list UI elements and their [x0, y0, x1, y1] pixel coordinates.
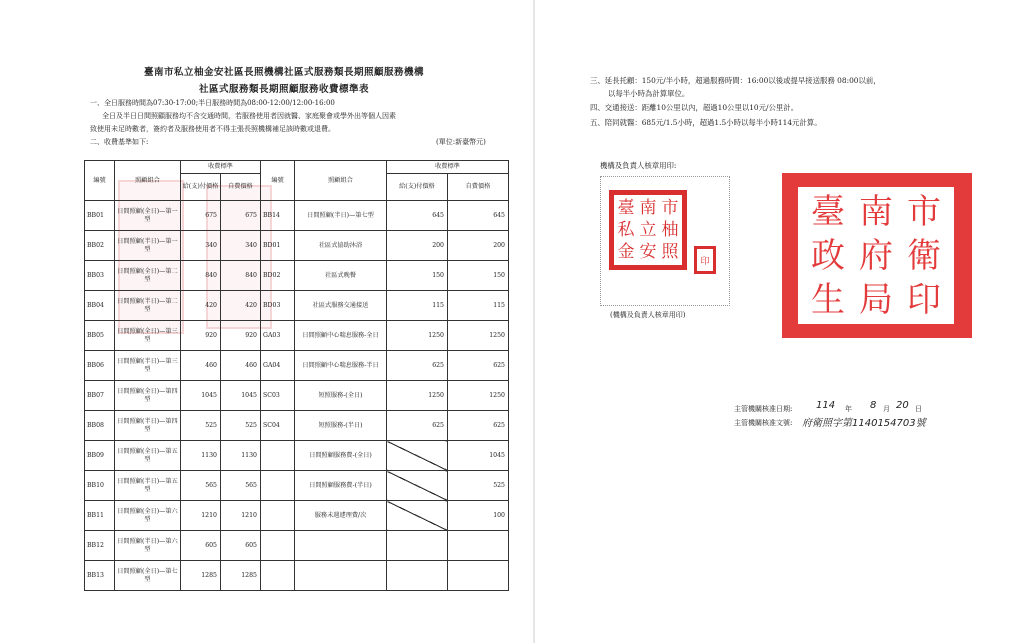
row-self-price: 840 [221, 261, 261, 291]
header-combo-2: 照顧組合 [295, 161, 387, 201]
row-combo-2: 日間照顧(半日)—第七型 [295, 201, 387, 231]
row-self-price: 1045 [221, 381, 261, 411]
seal-char: 局 [859, 279, 893, 320]
row-self-price: 340 [221, 231, 261, 261]
left-page [38, 0, 530, 643]
table-row [85, 531, 509, 561]
row-self-price: 675 [221, 201, 261, 231]
row-code-2: BB14 [261, 201, 295, 231]
row-combo: 日間照顧(半日)—第六型 [115, 531, 181, 561]
row-self-price-2: 525 [448, 471, 509, 501]
row-combo: 日間照顧(半日)—第三型 [115, 351, 181, 381]
row-subsidy-price: 565 [181, 471, 221, 501]
seal-char: 臺 [617, 198, 635, 218]
header-self-pay-2: 自費價格 [448, 174, 509, 201]
row-code-2 [261, 501, 295, 531]
row-combo-2 [295, 561, 387, 591]
row-subsidy-price: 525 [181, 411, 221, 441]
header-subsidy: 給(支)付價格 [181, 174, 221, 201]
fee-table [84, 160, 509, 591]
seal-char: 金 [617, 242, 635, 262]
seal-char: 南 [639, 198, 657, 218]
row-self-price: 605 [221, 531, 261, 561]
row-code: BB02 [85, 231, 115, 261]
row-code: BB08 [85, 411, 115, 441]
row-code: BB05 [85, 321, 115, 351]
row-code: BB04 [85, 291, 115, 321]
row-subsidy-price: 920 [181, 321, 221, 351]
row-subsidy-price-2: 115 [387, 291, 448, 321]
row-self-price-2: 150 [448, 261, 509, 291]
seal-char: 市 [661, 198, 679, 218]
row-subsidy-price-2: 1250 [387, 321, 448, 351]
row-self-price-2: 1250 [448, 321, 509, 351]
row-self-price-2: 625 [448, 411, 509, 441]
row-combo: 日間照顧(半日)—第五型 [115, 471, 181, 501]
row-code: BB12 [85, 531, 115, 561]
seal-char: 衛 [907, 235, 941, 276]
row-combo: 日間照顧(全日)—第六型 [115, 501, 181, 531]
row-subsidy-price-2 [387, 441, 448, 471]
row-code: BB03 [85, 261, 115, 291]
row-code: BB06 [85, 351, 115, 381]
header-code-2: 編號 [261, 161, 295, 201]
row-self-price-2: 1250 [448, 381, 509, 411]
row-self-price: 565 [221, 471, 261, 501]
row-self-price-2: 625 [448, 351, 509, 381]
seal-char: 印 [907, 279, 941, 320]
table-row [85, 471, 509, 501]
row-self-price-2: 645 [448, 201, 509, 231]
row-self-price-2 [448, 561, 509, 591]
doc-title-line2: 社區式服務類長期照顧服務收費標準表 [198, 84, 369, 95]
row-self-price: 920 [221, 321, 261, 351]
government-seal [782, 173, 972, 338]
row-code-2 [261, 561, 295, 591]
item3-line1: 三、延長托顧：150元/半小時，超過服務時間：16:00以後或提早接送服務 08:00以前， [590, 76, 881, 85]
row-self-price-2: 115 [448, 291, 509, 321]
table-row [85, 501, 509, 531]
table-row [85, 321, 509, 351]
row-subsidy-price-2 [387, 501, 448, 531]
row-combo-2: 社區式協助沐浴 [295, 231, 387, 261]
row-self-price: 460 [221, 351, 261, 381]
row-combo-2: 日間照顧中心喘息服務-半日 [295, 351, 387, 381]
seal-char: 生 [811, 279, 845, 320]
row-code-2: BD02 [261, 261, 295, 291]
row-subsidy-price: 605 [181, 531, 221, 561]
row-subsidy-price: 1130 [181, 441, 221, 471]
row-combo: 日間照顧(半日)—第四型 [115, 411, 181, 441]
tiny-seal-char: 印 [700, 256, 710, 267]
row-self-price-2: 200 [448, 231, 509, 261]
row-combo: 日間照顧(全日)—第一型 [115, 201, 181, 231]
header-combo: 照顧組合 [115, 161, 181, 201]
row-subsidy-price: 340 [181, 231, 221, 261]
institution-seal [609, 190, 687, 270]
row-subsidy-price-2: 150 [387, 261, 448, 291]
approval-date-day: 20 [896, 400, 909, 411]
row-subsidy-price: 1285 [181, 561, 221, 591]
header-self-pay: 自費價格 [221, 174, 261, 201]
row-combo: 日間照顧(全日)—第七型 [115, 561, 181, 591]
responsible-person-seal [694, 246, 716, 274]
seal-char: 臺 [811, 191, 845, 232]
table-row [85, 201, 509, 231]
row-code: BB09 [85, 441, 115, 471]
seal-char: 照 [661, 242, 679, 262]
row-combo-2: 短照服務-(半日) [295, 411, 387, 441]
approval-date-label: 主管機關核准日期: [734, 405, 793, 413]
table-row [85, 261, 509, 291]
row-code-2: GA04 [261, 351, 295, 381]
row-subsidy-price: 675 [181, 201, 221, 231]
row-code: BB11 [85, 501, 115, 531]
row-code-2: BD03 [261, 291, 295, 321]
row-self-price: 1285 [221, 561, 261, 591]
item2-heading: 二、收費基準如下: [90, 138, 149, 146]
seal-heading: 機構及負責人核章用印: [600, 161, 677, 170]
row-code: BB07 [85, 381, 115, 411]
row-self-price-2: 100 [448, 501, 509, 531]
row-code-2: GA03 [261, 321, 295, 351]
row-code: BB01 [85, 201, 115, 231]
row-subsidy-price-2: 1250 [387, 381, 448, 411]
row-subsidy-price-2 [387, 531, 448, 561]
row-self-price: 525 [221, 411, 261, 441]
seal-caption: (機構及負責人核章用印) [610, 311, 686, 319]
row-subsidy-price-2 [387, 471, 448, 501]
row-subsidy-price: 840 [181, 261, 221, 291]
table-row [85, 441, 509, 471]
row-subsidy-price: 1045 [181, 381, 221, 411]
row-combo: 日間照顧(全日)—第二型 [115, 261, 181, 291]
row-subsidy-price: 460 [181, 351, 221, 381]
row-code-2 [261, 441, 295, 471]
row-combo: 日間照顧(全日)—第四型 [115, 381, 181, 411]
row-subsidy-price: 1210 [181, 501, 221, 531]
header-fee-standard: 收費標準 [181, 161, 261, 174]
row-subsidy-price-2: 645 [387, 201, 448, 231]
row-self-price-2: 1045 [448, 441, 509, 471]
row-code: BB10 [85, 471, 115, 501]
row-combo-2: 社區式晚餐 [295, 261, 387, 291]
table-row [85, 351, 509, 381]
row-subsidy-price-2: 200 [387, 231, 448, 261]
approval-date-day-unit: 日 [915, 405, 922, 413]
row-combo-2: 日間照顧服務費-(半日) [295, 471, 387, 501]
row-combo-2: 日間照顧中心喘息服務-全日 [295, 321, 387, 351]
row-subsidy-price-2: 625 [387, 351, 448, 381]
row-self-price: 1130 [221, 441, 261, 471]
approval-date-year: 114 [816, 400, 836, 411]
table-row [85, 231, 509, 261]
row-code-2: SC03 [261, 381, 295, 411]
row-subsidy-price: 420 [181, 291, 221, 321]
table-row [85, 411, 509, 441]
seal-char: 立 [639, 220, 657, 240]
page-divider [533, 0, 535, 643]
row-code-2: BD01 [261, 231, 295, 261]
row-combo: 日間照顧(半日)—第二型 [115, 291, 181, 321]
row-combo: 日間照顧(半日)—第一型 [115, 231, 181, 261]
row-combo: 日間照顧(全日)—第三型 [115, 321, 181, 351]
approval-date-month: 8 [870, 400, 877, 411]
row-combo-2: 日間照顧服務費-(全日) [295, 441, 387, 471]
header-code: 編號 [85, 161, 115, 201]
seal-char: 私 [617, 220, 635, 240]
row-code: BB13 [85, 561, 115, 591]
header-subsidy-2: 給(支)付價格 [387, 174, 448, 201]
row-combo-2: 服務未週遽理費/次 [295, 501, 387, 531]
row-code-2 [261, 471, 295, 501]
seal-char: 柚 [661, 220, 679, 240]
approval-doc-label: 主管機關核准文號: [734, 419, 793, 427]
unit-note: (單位:新臺幣元) [436, 138, 486, 146]
item5-line: 五、陪同就醫：685元/1.5小時，超過1.5小時以每半小時114元計算。 [590, 118, 822, 127]
seal-char: 安 [639, 242, 657, 262]
row-subsidy-price-2 [387, 561, 448, 591]
item3-line2: 以每半小時為計算單位。 [608, 89, 690, 98]
row-combo-2: 短照服務-(全日) [295, 381, 387, 411]
row-combo: 日間照顧(全日)—第五型 [115, 441, 181, 471]
table-row [85, 381, 509, 411]
approval-date-year-unit: 年 [845, 405, 852, 413]
row-self-price: 420 [221, 291, 261, 321]
government-seal-inner [798, 187, 954, 324]
table-row [85, 561, 509, 591]
seal-char: 政 [811, 235, 845, 276]
row-combo-2: 社區式服務交通接送 [295, 291, 387, 321]
row-combo-2 [295, 531, 387, 561]
seal-char: 南 [859, 191, 893, 232]
item1-line3: 致使用未足時數者，簽約者及服務使用者不得主張長照機構補足該時數或退費。 [90, 125, 335, 133]
item4-line: 四、交通接送：距離10公里以內，超過10公里以10元/公里計。 [590, 103, 799, 112]
approval-doc-number: 府衛照字第1140154703號 [802, 418, 926, 429]
doc-title-line1: 臺南市私立柚金安社區長照機構社區式服務類長期照顧服務機構 [143, 67, 424, 78]
seal-char: 府 [859, 235, 893, 276]
seal-char: 市 [907, 191, 941, 232]
item1-line1: 一、全日服務時間為07:30-17:00;半日服務時間為08:00-12:00/12:00-16:00 [90, 99, 335, 107]
row-self-price-2 [448, 531, 509, 561]
row-code-2 [261, 531, 295, 561]
table-row [85, 291, 509, 321]
item1-line2: 全日及半日日間照顧服務均不含交通時間，若服務使用者因就醫、家庭聚會或學外出等個人因素 [102, 112, 396, 120]
approval-date-month-unit: 月 [883, 405, 890, 413]
row-code-2: SC04 [261, 411, 295, 441]
row-self-price: 1210 [221, 501, 261, 531]
row-subsidy-price-2: 625 [387, 411, 448, 441]
header-fee-standard-2: 收費標準 [387, 161, 509, 174]
